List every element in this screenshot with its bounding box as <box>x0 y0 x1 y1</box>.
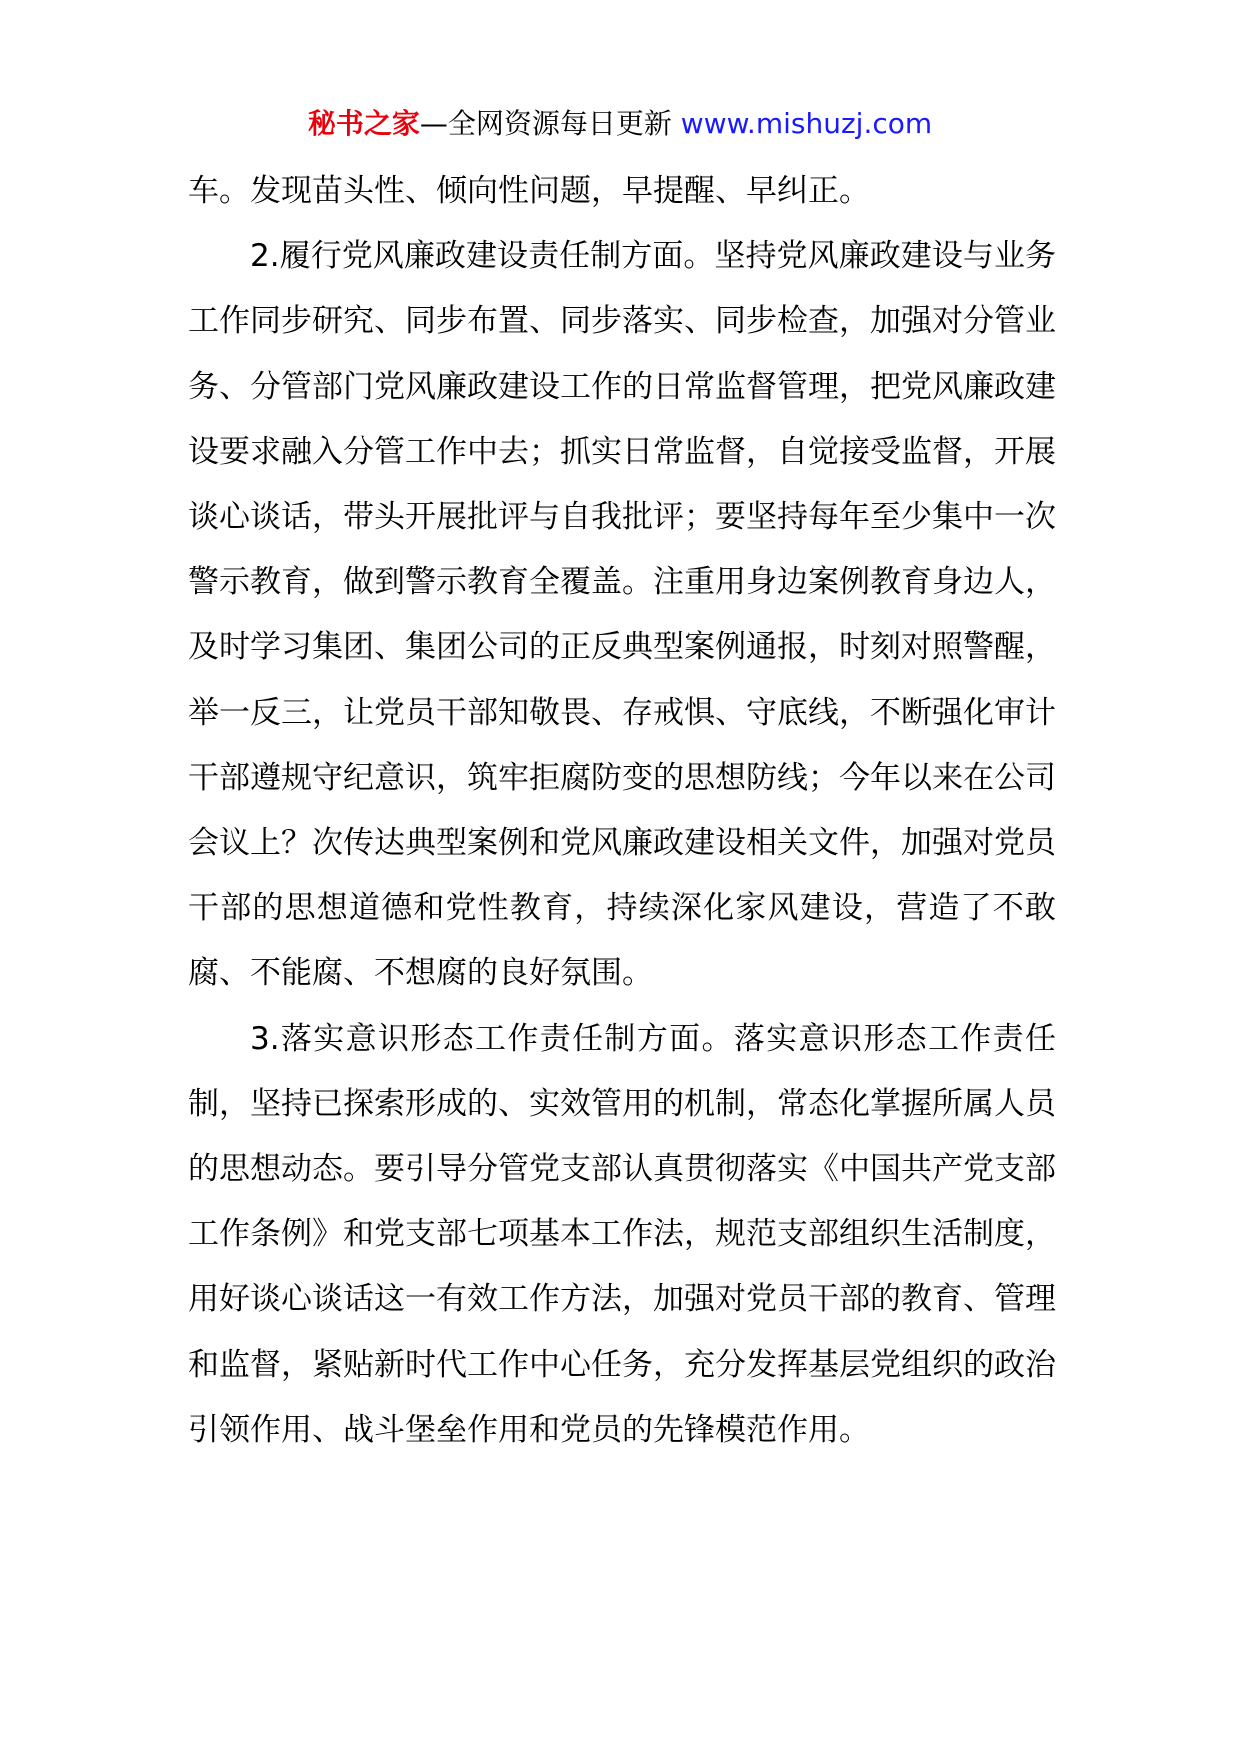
paragraph-party-conduct: 2.履行党风廉政建设责任制方面。坚持党风廉政建设与业务工作同步研究、同步布置、同步落实、同步检查，加强对分管业务、分管部门党风廉政建设工作的日常监督管理，把党风廉政建设要求融入分管工作中去；抓实日常监督，自觉接受监督，开展谈心谈话，带头开展批评与自我批评；要坚持每年至少集中一次警示教育，做到警示教育全覆盖。注重用身边案例教育身边人，及时学习集团、集团公司的正反典型案例通报，时刻对照警醒，举一反三，让党员干部知敬畏、存戒惧、守底线，不断强化审计干部遵规守纪意识，筑牢拒腐防变的思想防线；今年以来在公司会议上？次传达典型案例和党风廉政建设相关文件，加强对党员干部的思想道德和党性教育，持续深化家风建设，营造了不敢腐、不能腐、不想腐的良好氛围。 <box>188 238 1056 992</box>
header-slogan: —全网资源每日更新 <box>419 107 672 140</box>
page-header <box>0 104 1240 144</box>
header-url-link[interactable]: www.mishuzj.com <box>680 107 933 140</box>
paragraph-continuation: 车。发现苗头性、倾向性问题，早提醒、早纠正。 <box>188 173 870 209</box>
document-body <box>188 159 1056 1463</box>
paragraph-ideology: 3.落实意识形态工作责任制方面。落实意识形态工作责任制，坚持已探索形成的、实效管用的机制，常态化掌握所属人员的思想动态。要引导分管党支部认真贯彻落实《中国共产党支部工作条例》和党支部七项基本工作法，规范支部组织生活制度，用好谈心谈话这一有效工作方法，加强对党员干部的教育、管理和监督，紧贴新时代工作中心任务，充分发挥基层党组织的政治引领作用、战斗堡垒作用和党员的先锋模范作用。 <box>188 1020 1056 1448</box>
header-brand: 秘书之家 <box>307 107 420 140</box>
